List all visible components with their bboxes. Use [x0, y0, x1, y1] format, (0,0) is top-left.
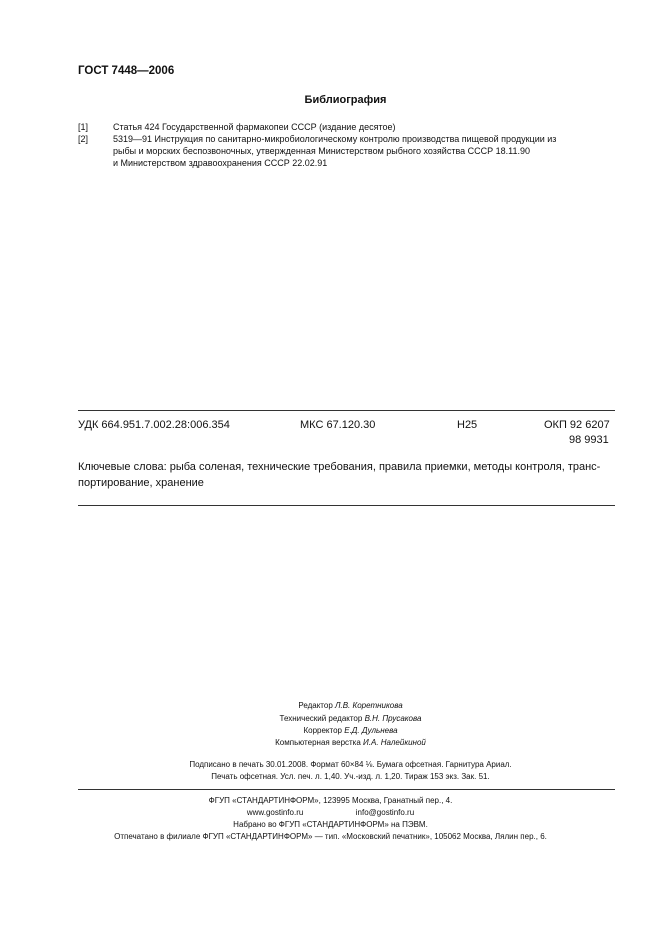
corrector-role: Корректор — [303, 726, 342, 735]
tech-editor-name: В.Н. Прусакова — [364, 714, 422, 723]
reference-text: Статья 424 Государственной фармакопеи СССР (издание десятое) — [113, 122, 396, 132]
editor-line — [0, 701, 661, 710]
keywords-line: портирование, хранение — [78, 477, 204, 489]
publisher-contacts — [0, 808, 661, 817]
okp-code-continued: 98 9931 — [569, 434, 609, 446]
divider-keywords — [78, 505, 615, 506]
divider-top — [78, 410, 615, 411]
publisher-email: info@gostinfo.ru — [355, 808, 415, 817]
okp-code: ОКП 92 6207 — [544, 419, 610, 431]
standard-code: ГОСТ 7448—2006 — [78, 65, 175, 77]
keywords-line: Ключевые слова: рыба соленая, технические требования, правила приемки, методы контроля, транс- — [78, 461, 601, 473]
reference-text: 5319—91 Инструкция по санитарно-микробиологическому контролю производства пищевой продукции из — [113, 134, 557, 144]
corrector-name: Е.Д. Дульнева — [344, 726, 398, 735]
layout-line — [0, 738, 661, 747]
reference-text-continued: и Министерством здравоохранения СССР 22.02.91 — [113, 158, 328, 168]
corrector-line — [0, 726, 661, 735]
group-code: Н25 — [457, 419, 478, 431]
layout-role: Компьютерная верстка — [275, 738, 361, 747]
reference-number: [1] — [78, 122, 89, 132]
layout-name: И.А. Налейкиной — [363, 738, 426, 747]
udk-code: УДК 664.951.7.002.28:006.354 — [78, 419, 230, 431]
reference-number: [2] — [78, 134, 89, 144]
publisher-line: Набрано во ФГУП «СТАНДАРТИНФОРМ» на ПЭВМ. — [233, 820, 428, 829]
print-details-line: Подписано в печать 30.01.2008. Формат 60×84 ⅛. Бумага офсетная. Гарнитура Ариал. — [189, 760, 512, 769]
reference-text-continued: рыбы и морских беспозвоночных, утвержденная Министерством рыбного хозяйства СССР 18.11.90 — [113, 146, 531, 156]
bibliography-title: Библиография — [304, 94, 387, 106]
editor-role: Редактор — [298, 701, 333, 710]
tech-editor-role: Технический редактор — [279, 714, 363, 723]
print-details-line: Печать офсетная. Усл. печ. л. 1,40. Уч.-изд. л. 1,20. Тираж 153 экз. Зак. 51. — [211, 772, 490, 781]
publisher-line: ФГУП «СТАНДАРТИНФОРМ», 123995 Москва, Гранатный пер., 4. — [208, 796, 453, 805]
publisher-line: Отпечатано в филиале ФГУП «СТАНДАРТИНФОРМ» — тип. «Московский печатник», 105062 Москва, Лялин пер., 6. — [114, 832, 547, 841]
divider-imprint — [78, 789, 615, 790]
publisher-website: www.gostinfo.ru — [246, 808, 304, 817]
mks-code: МКС 67.120.30 — [300, 419, 376, 431]
tech-editor-line — [0, 714, 661, 723]
editor-name: Л.В. Коретникова — [335, 701, 403, 710]
